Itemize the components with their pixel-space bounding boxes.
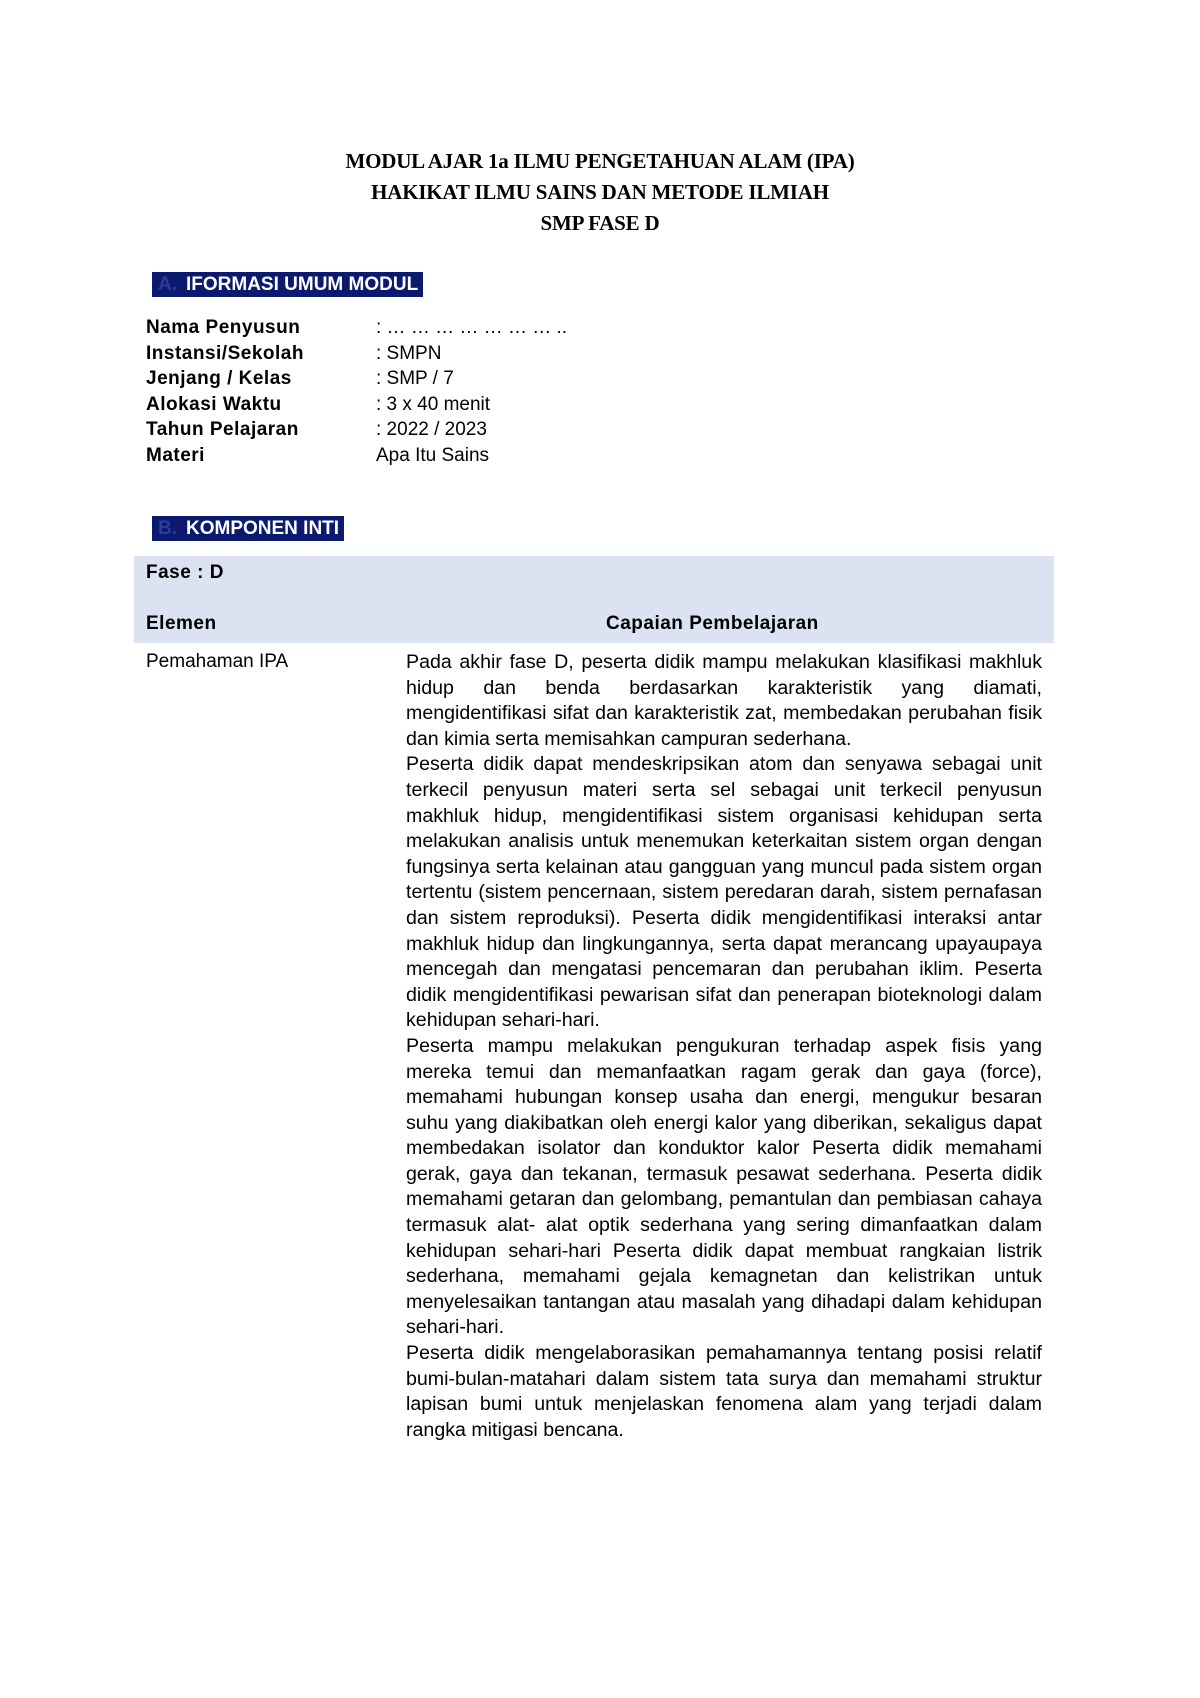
info-label: Tahun Pelajaran (146, 419, 299, 441)
fase-label: Fase : D (146, 562, 224, 583)
title-line-3: SMP FASE D (540, 211, 660, 235)
section-a-heading (152, 272, 423, 297)
capaian-paragraph: Peserta didik mengelaborasikan pemahamannya tentang posisi relatif bumi-bulan-matahari dalam sistem tata surya dan memahami struktur lapisan bumi untuk menjelaskan fenomena alam yang terjadi dalam rangka mitigasi bencana. (406, 1342, 1042, 1441)
info-row-waktu (146, 392, 567, 418)
section-a-title: IFORMASI UMUM MODUL (186, 274, 419, 295)
section-b-heading (152, 516, 344, 541)
info-label: Nama Penyusun (146, 317, 301, 338)
info-row-sekolah (146, 341, 567, 367)
info-value: : … … … … … … … .. (376, 317, 568, 338)
info-value: : 3 x 40 menit (376, 393, 491, 415)
info-label: Materi (146, 444, 205, 466)
info-label: Alokasi Waktu (146, 393, 282, 415)
table-header (134, 556, 1054, 643)
info-row-penyusun (146, 315, 567, 341)
general-info-list (146, 315, 567, 469)
info-row-kelas (146, 366, 567, 392)
capaian-paragraph: Pada akhir fase D, peserta didik mampu melakukan klasifikasi makhluk hidup dan benda berdasarkan karakteristik yang diamati, mengidentifikasi sifat dan karakteristik zat, membedakan perubahan fisik dan kimia serta memisahkan campuran sederhana. (406, 651, 1042, 750)
elemen-cell: Pemahaman IPA (146, 651, 289, 672)
section-b-title: KOMPONEN INTI (186, 518, 340, 539)
table-row (134, 643, 1054, 1543)
capaian-table (134, 556, 1054, 1543)
info-row-materi (146, 443, 567, 469)
capaian-paragraph: Peserta mampu melakukan pengukuran terhadap aspek fisis yang mereka temui dan memanfaatkan ragam gerak dan gaya (force), memahami hubungan konsep usaha dan energi, mengukur besaran suhu yang diakibatkan oleh energi kalor yang diberikan, sekaligus dapat membedakan isolator dan konduktor kalor Peserta didik memahami gerak, gaya dan tekanan, termasuk pesawat sederhana. Peserta didik memahami getaran dan gelombang, pemantulan dan pembiasan cahaya termasuk alat- alat optik sederhana yang sering dimanfaatkan dalam kehidupan sehari-hari Peserta didik dapat membuat rangkaian listrik sederhana, memahami gejala kemagnetan dan kelistrikan untuk menyelesaikan tantangan atau masalah yang dihadapi dalam kehidupan sehari-hari. (406, 1034, 1042, 1339)
info-value: : SMP / 7 (376, 368, 454, 390)
section-b-letter: B. (158, 518, 177, 539)
document-title (0, 146, 1200, 239)
info-value: : SMPN (376, 342, 442, 364)
capaian-cell (406, 650, 1042, 1443)
title-line-2: HAKIKAT ILMU SAINS DAN METODE ILMIAH (371, 180, 829, 204)
title-line-1: MODUL AJAR 1a ILMU PENGETAHUAN ALAM (IPA) (345, 149, 855, 173)
info-label: Instansi/Sekolah (146, 342, 304, 364)
section-a-letter: A. (158, 274, 177, 295)
info-value: Apa Itu Sains (376, 444, 490, 466)
info-row-tahun (146, 417, 567, 443)
column-header-elemen: Elemen (146, 613, 217, 634)
info-value: : 2022 / 2023 (376, 419, 487, 441)
capaian-paragraph: Peserta didik dapat mendeskripsikan atom dan senyawa sebagai unit terkecil penyusun materi serta sel sebagai unit terkecil penyusun makhluk hidup, mengidentifikasi sistem organisasi kehidupan serta melakukan analisis untuk menemukan keterkaitan sistem organ dengan fungsinya serta kelainan atau gangguan yang muncul pada sistem organ tertentu (sistem pencernaan, sistem peredaran darah, sistem pernafasan dan sistem reproduksi). Peserta didik mengidentifikasi interaksi antar makhluk hidup dan lingkungannya, serta dapat merancang upayaupaya mencegah dan mengatasi pencemaran dan perubahan iklim. Peserta didik mengidentifikasi pewarisan sifat dan penerapan bioteknologi dalam kehidupan sehari-hari. (406, 753, 1042, 1032)
info-label: Jenjang / Kelas (146, 368, 292, 390)
column-header-capaian: Capaian Pembelajaran (606, 613, 819, 634)
